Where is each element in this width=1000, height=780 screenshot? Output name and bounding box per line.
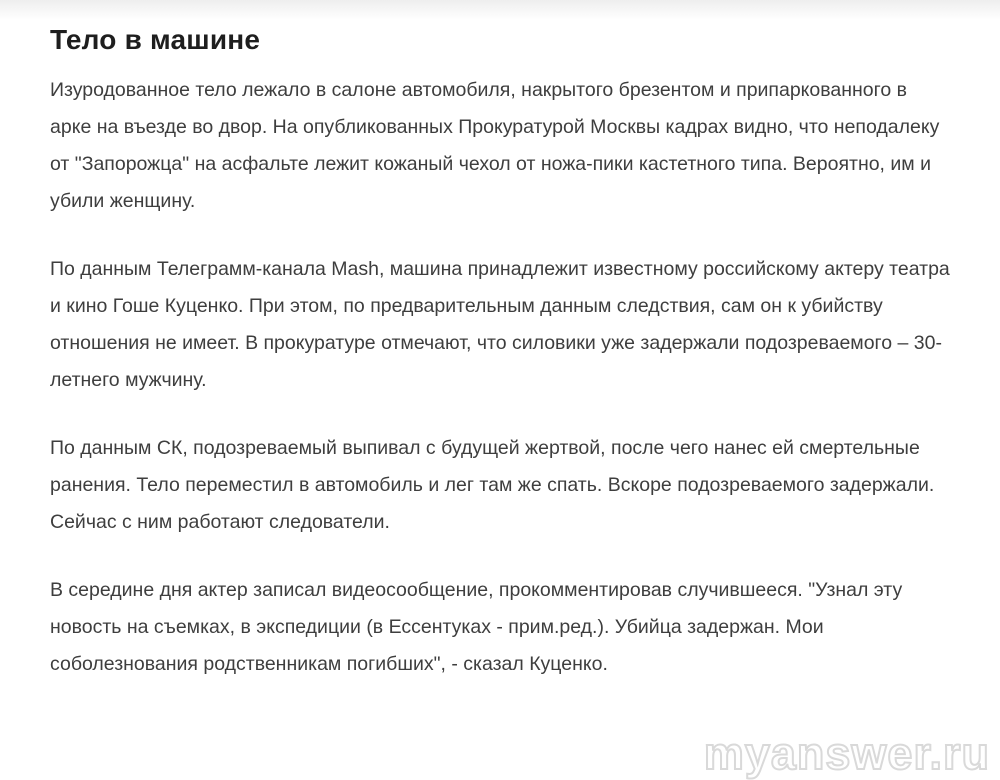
- site-watermark: myanswer.ru: [703, 728, 990, 779]
- article-paragraph-4: В середине дня актер записал видеосообщение, прокомментировав случившееся. "Узнал эту новость на съемках, в экспедиции (в Ессентуках - прим.ред.). Убийца задержан. Мои соболезнования родственникам погибших", - сказал Куценко.: [50, 579, 903, 675]
- page-title: Тело в машине: [50, 24, 261, 55]
- article-paragraph-2: По данным Телеграмм-канала Mash, машина принадлежит известному российскому актеру театра и кино Гоше Куценко. При этом, по предварительным данным следствия, сам он к убийству отношения не имеет. В прокуратуре отмечают, что силовики уже задержали подозреваемого – 30-летнего мужчину.: [50, 258, 950, 391]
- article-paragraph-3: По данным СК, подозреваемый выпивал с будущей жертвой, после чего нанес ей смертельные ранения. Тело переместил в автомобиль и лег там же спать. Вскоре подозреваемого задержали. Сейчас с ним работают следователи.: [50, 437, 935, 533]
- article-paragraph-1: Изуродованное тело лежало в салоне автомобиля, накрытого брезентом и припаркованного в арке на въезде во двор. На опубликованных Прокуратурой Москвы кадрах видно, что неподалеку от "Запорожца" на асфальте лежит кожаный чехол от ножа-пики кастетного типа. Вероятно, им и убили женщину.: [50, 79, 940, 212]
